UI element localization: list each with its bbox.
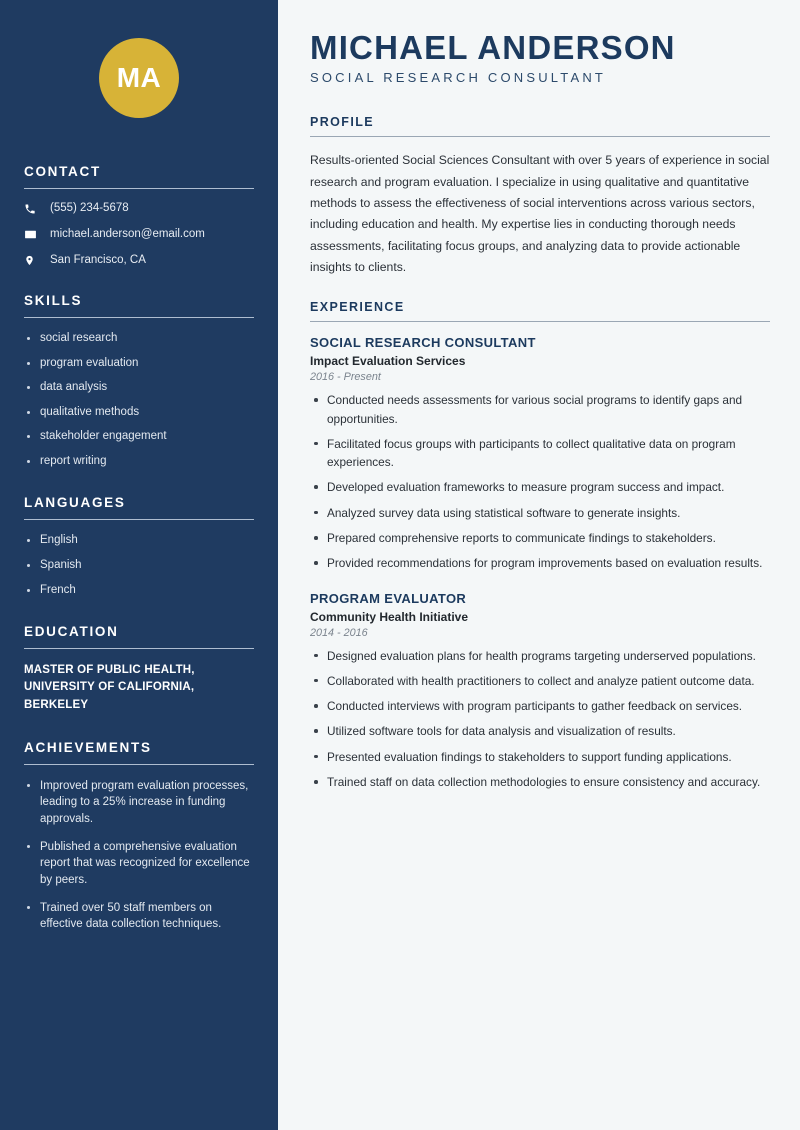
list-item: Presented evaluation findings to stakeholders to support funding applications. [310, 748, 770, 766]
experience-entry [310, 591, 770, 792]
list-item: data analysis [24, 380, 254, 396]
contact-email-text: michael.anderson@email.com [50, 227, 205, 240]
section-experience [310, 300, 770, 791]
sidebar-section-education [24, 624, 254, 714]
achievements-divider [24, 764, 254, 765]
contact-item-phone[interactable] [24, 202, 254, 216]
experience-entry [310, 335, 770, 572]
job-title: PROGRAM EVALUATOR [310, 590, 467, 606]
sidebar [0, 0, 278, 1130]
list-item: Provided recommendations for program improvements based on evaluation results. [310, 554, 770, 572]
list-item: program evaluation [24, 356, 254, 372]
list-item: Published a comprehensive evaluation report that was recognized for excellence by peers. [24, 839, 254, 889]
list-item: Collaborated with health practitioners to collect and analyze patient outcome data. [310, 672, 770, 690]
list-item: Prepared comprehensive reports to communicate findings to stakeholders. [310, 529, 770, 547]
skills-divider [24, 317, 254, 318]
languages-divider [24, 519, 254, 520]
achievements-list [24, 778, 254, 933]
job-bullet-list [310, 391, 770, 572]
contact-location-text: San Francisco, CA [50, 253, 146, 266]
experience-heading: EXPERIENCE [310, 300, 405, 315]
list-item: Developed evaluation frameworks to measure program success and impact. [310, 478, 770, 496]
page-title: MICHAEL ANDERSON [310, 29, 676, 66]
job-dates: 2014 - 2016 [310, 626, 368, 639]
profile-text: Results-oriented Social Sciences Consultant with over 5 years of experience in social research and program evaluation. I specialize in using qualitative and quantitative methods to assess the effectiveness of social interventions across various sectors, including education and health. My expertise lies in conducting thorough needs assessments, facilitating focus groups, and analyzing data to provide actionable insights to clients. [310, 153, 770, 275]
envelope-icon [24, 228, 42, 241]
skills-heading: SKILLS [24, 293, 83, 309]
list-item: French [24, 583, 254, 599]
list-item: Designed evaluation plans for health programs targeting underserved populations. [310, 647, 770, 665]
list-item: qualitative methods [24, 405, 254, 421]
contact-heading: CONTACT [24, 164, 101, 179]
phone-icon [24, 203, 42, 215]
education-entry: MASTER OF PUBLIC HEALTH, UNIVERSITY OF CALIFORNIA, BERKELEY [24, 664, 195, 711]
contact-item-location[interactable] [24, 254, 254, 268]
list-item: Trained over 50 staff members on effective data collection techniques. [24, 900, 254, 933]
job-company: Impact Evaluation Services [310, 354, 466, 369]
list-item: Conducted interviews with program participants to gather feedback on services. [310, 697, 770, 715]
list-item: stakeholder engagement [24, 429, 254, 445]
job-title: SOCIAL RESEARCH CONSULTANT [310, 335, 536, 351]
job-subtitle: SOCIAL RESEARCH CONSULTANT [310, 70, 607, 86]
avatar-container [24, 0, 254, 164]
contact-item-email[interactable] [24, 228, 254, 242]
languages-list [24, 533, 254, 598]
list-item: English [24, 533, 254, 549]
list-item: Improved program evaluation processes, leading to a 25% increase in funding approvals. [24, 778, 254, 828]
location-pin-icon [24, 254, 42, 267]
avatar: MA [99, 38, 179, 118]
list-item: Utilized software tools for data analysis and visualization of results. [310, 722, 770, 740]
list-item: social research [24, 331, 254, 347]
list-item: Conducted needs assessments for various social programs to identify gaps and opportunities. [310, 391, 770, 428]
sidebar-section-languages [24, 495, 254, 598]
sidebar-section-skills [24, 293, 254, 469]
sidebar-section-contact [24, 164, 254, 267]
achievements-heading: ACHIEVEMENTS [24, 739, 152, 755]
job-bullet-list [310, 647, 770, 792]
sidebar-section-achievements [24, 740, 254, 933]
section-profile [310, 115, 770, 278]
experience-divider [310, 321, 770, 322]
skills-list [24, 331, 254, 469]
list-item: Trained staff on data collection methodologies to ensure consistency and accuracy. [310, 773, 770, 791]
profile-heading: PROFILE [310, 115, 374, 130]
languages-heading: LANGUAGES [24, 495, 126, 511]
contact-divider [24, 188, 254, 189]
education-heading: EDUCATION [24, 624, 119, 640]
list-item: Facilitated focus groups with participants to collect qualitative data on program experiences. [310, 435, 770, 472]
profile-divider [310, 136, 770, 137]
education-divider [24, 648, 254, 649]
list-item: Spanish [24, 558, 254, 574]
job-company: Community Health Initiative [310, 609, 469, 624]
list-item: report writing [24, 454, 254, 470]
job-dates: 2016 - Present [310, 371, 381, 384]
contact-phone-text: (555) 234-5678 [50, 202, 129, 214]
main-content [278, 0, 800, 1130]
list-item: Analyzed survey data using statistical software to generate insights. [310, 504, 770, 522]
